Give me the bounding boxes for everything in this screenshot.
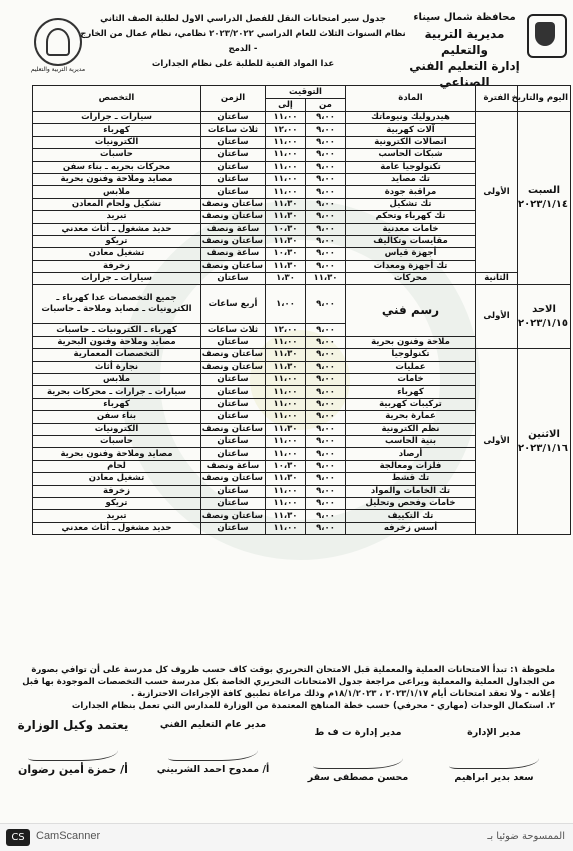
specialization-cell: سيارات ـ جرارات <box>33 273 201 285</box>
subject-cell: تكنولوجيا <box>346 349 476 361</box>
duration-cell: ساعتان ونصف <box>201 473 266 485</box>
duration-cell: ساعتان <box>201 173 266 185</box>
day-date-cell <box>518 112 571 285</box>
duration-cell: ساعتان ونصف <box>201 211 266 223</box>
time-from-cell: ٩،٠٠ <box>306 497 346 509</box>
specialization-cell: مصايد وملاحة وفنون البحرية <box>33 336 201 348</box>
time-from-cell: ٩،٠٠ <box>306 349 346 361</box>
specialization-cell: الكترونيات <box>33 136 201 148</box>
signature-admin-director <box>439 726 549 785</box>
time-from-cell: ٩،٠٠ <box>306 124 346 136</box>
time-from-cell: ٩،٠٠ <box>306 112 346 124</box>
duration-cell: ساعتان ونصف <box>201 198 266 210</box>
duration-cell: ساعتان ونصف <box>201 235 266 247</box>
specialization-cell: التخصصات المعمارية <box>33 349 201 361</box>
governorate-name: محافظة شمال سيناء <box>413 12 516 23</box>
duration-cell: ساعتان <box>201 161 266 173</box>
camscanner-logo-icon: CS <box>6 829 30 846</box>
subject-cell: تركيبات كهربية <box>346 398 476 410</box>
subject-cell: تك كهرباء وتحكم <box>346 211 476 223</box>
subject-cell: مراقبة جودة <box>346 186 476 198</box>
specialization-cell: تبريد <box>33 211 201 223</box>
time-to-cell: ١،٠٠ <box>266 285 306 324</box>
subject-cell: أسس زخرفه <box>346 522 476 534</box>
table-row <box>33 273 571 285</box>
title-line-1: جدول سير امتحانات النقل للفصل الدراسي الاول لطلبة الصف الثاني <box>100 14 386 24</box>
time-from-cell: ٩،٠٠ <box>306 149 346 161</box>
subject-cell: بنية الحاسب <box>346 435 476 447</box>
day-date-cell <box>518 285 571 349</box>
duration-cell: ساعة ونصف <box>201 223 266 235</box>
day-date-cell <box>518 349 571 535</box>
specialization-cell: كهرباء <box>33 124 201 136</box>
time-to-cell: ١٠،٣٠ <box>266 460 306 472</box>
period-cell: الأولى <box>476 349 518 535</box>
time-to-cell: ١١،٠٠ <box>266 161 306 173</box>
signature-name: سعد بدير ابراهيم <box>454 772 534 783</box>
specialization-cell: تبريد <box>33 510 201 522</box>
time-from-cell: ٩،٠٠ <box>306 324 346 336</box>
camscanner-brand: CamScanner <box>36 830 101 842</box>
time-from-cell: ٩،٠٠ <box>306 173 346 185</box>
table-header-row <box>33 86 571 99</box>
time-to-cell: ١١،٣٠ <box>266 423 306 435</box>
subject-cell: آلات كهربية <box>346 124 476 136</box>
signature-title: مدير إدارة ت ف ط <box>314 727 402 738</box>
time-from-cell: ٩،٠٠ <box>306 473 346 485</box>
table-row <box>33 349 571 361</box>
subject-cell: كهرباء <box>346 386 476 398</box>
time-from-cell: ٩،٠٠ <box>306 398 346 410</box>
duration-cell: ثلاث ساعات <box>201 124 266 136</box>
subject-cell: نظم الكترونية <box>346 423 476 435</box>
scanned-with-label: الممسوحة ضوئيا بـ <box>487 831 565 842</box>
time-from-cell: ٩،٠٠ <box>306 211 346 223</box>
specialization-cell: محركات بحريه ـ بناء سفن <box>33 161 201 173</box>
duration-cell: ساعتان <box>201 136 266 148</box>
duration-cell: ساعتان ونصف <box>201 260 266 272</box>
time-to-cell: ١١،٠٠ <box>266 497 306 509</box>
time-to-cell: ١١،٠٠ <box>266 435 306 447</box>
specialization-cell: تشغيل معادن <box>33 248 201 260</box>
day-name: السبت <box>527 185 561 197</box>
day-name: الاثنين <box>528 428 560 440</box>
time-from-cell: ١١،٣٠ <box>306 273 346 285</box>
subject-cell: أجهزة قياس <box>346 248 476 260</box>
specialization-cell: نجارة أثاث <box>33 361 201 373</box>
issuing-authority <box>402 10 527 90</box>
signature-title: مدير عام التعليم الفني <box>159 719 267 730</box>
time-to-cell: ١١،٣٠ <box>266 510 306 522</box>
duration-cell: ساعتان <box>201 149 266 161</box>
specialization-cell: تشكيل ولحام المعادن <box>33 198 201 210</box>
document-title-block <box>78 12 408 72</box>
note-1: ملحوظة ١: تبدأ الامتحانات العملية والمعملية قبل الامتحان التحريري بوقت كاف حسب ظروف كل مدرسة على أن توافي بصورة من الجداول العملية والمعملية ويراعى مراجعة جدول الامتحانات التحريري الخاصة بكل مدرسة حسب التخصصات الموجودة بها قبل إعلانه - ولا تعقد امتحانات أيام ٢٠٢٣/١/١٧ ، ١٨/١/٢٠٢٣م وذلك مراعاة تطبيق كافة الإجراءات الاحترازية . <box>22 665 555 699</box>
signature-name: أ/ ممدوح احمد الشربيني <box>156 764 270 775</box>
time-from-cell: ٩،٠٠ <box>306 361 346 373</box>
duration-cell: ساعتان ونصف <box>201 361 266 373</box>
specialization-cell: مصايد وملاحة وفنون بحرية <box>33 448 201 460</box>
specialization-cell: ملابس <box>33 374 201 386</box>
document-header <box>0 4 573 89</box>
directorate-name: مديرية التربية والتعليم <box>424 27 505 57</box>
specialization-cell: لحام <box>33 460 201 472</box>
administration-name: إدارة التعليم الفني الصناعي <box>409 59 520 89</box>
handwritten-signature <box>28 734 118 761</box>
table-row <box>33 112 571 124</box>
specialization-cell: زخرفة <box>33 485 201 497</box>
subject-cell: ملاحة وفنون بحرية <box>346 336 476 348</box>
signature-tech-director <box>303 726 413 785</box>
duration-cell: ساعتان ونصف <box>201 510 266 522</box>
time-from-cell: ٩،٠٠ <box>306 260 346 272</box>
time-to-cell: ١١،٠٠ <box>266 186 306 198</box>
notes-block <box>20 664 555 712</box>
time-to-cell: ١١،٠٠ <box>266 522 306 534</box>
specialization-cell: حاسبات <box>33 435 201 447</box>
time-from-cell: ٩،٠٠ <box>306 285 346 324</box>
subject-cell: محركات <box>346 273 476 285</box>
specialization-cell: سيارات ـ جرارات ـ محركات بحرية <box>33 386 201 398</box>
time-to-cell: ١١،٣٠ <box>266 473 306 485</box>
duration-cell: ساعتان ونصف <box>201 349 266 361</box>
subject-cell: فلزات ومعالجة <box>346 460 476 472</box>
time-to-cell: ١١،٠٠ <box>266 336 306 348</box>
duration-cell: ساعتان <box>201 386 266 398</box>
period-cell: الأولى <box>476 112 518 273</box>
time-from-cell: ٩،٠٠ <box>306 223 346 235</box>
signature-undersecretary <box>13 718 133 777</box>
time-from-cell: ٩،٠٠ <box>306 423 346 435</box>
exam-schedule-table <box>32 85 571 535</box>
subject-cell: أرصاد <box>346 448 476 460</box>
time-to-cell: ١١،٣٠ <box>266 361 306 373</box>
handwritten-signature <box>168 734 258 761</box>
specialization-cell: سيارات ـ جرارات <box>33 112 201 124</box>
time-from-cell: ٩،٠٠ <box>306 374 346 386</box>
col-spec-header: التخصص <box>33 86 201 112</box>
time-to-cell: ١١،٣٠ <box>266 211 306 223</box>
subject-cell: خامات معدنية <box>346 223 476 235</box>
specialization-cell: ملابس <box>33 186 201 198</box>
time-from-cell: ٩،٠٠ <box>306 411 346 423</box>
time-to-cell: ١١،٠٠ <box>266 448 306 460</box>
specialization-cell: بناء سفن <box>33 411 201 423</box>
table-row <box>33 285 571 324</box>
duration-cell: ساعتان <box>201 448 266 460</box>
handwritten-signature <box>449 742 539 769</box>
period-cell: الثانية <box>476 273 518 285</box>
time-to-cell: ١١،٠٠ <box>266 374 306 386</box>
signature-name: محسن مصطفى سقر <box>307 772 409 783</box>
specialization-cell: تريكو <box>33 497 201 509</box>
subject-cell: مقايسات وتكاليف <box>346 235 476 247</box>
seal-caption: مديرية التربية والتعليم <box>30 66 86 73</box>
duration-cell: ساعتان <box>201 435 266 447</box>
col-duration-header: الزمن <box>201 86 266 112</box>
time-to-cell: ١١،٣٠ <box>266 198 306 210</box>
subject-cell: تك مصايد <box>346 173 476 185</box>
time-to-cell: ١٠،٣٠ <box>266 248 306 260</box>
time-to-cell: ١١،٣٠ <box>266 349 306 361</box>
specialization-cell: الكترونيات <box>33 423 201 435</box>
duration-cell: ساعتان <box>201 273 266 285</box>
col-subject-header: المادة <box>346 86 476 112</box>
duration-cell: ساعتان <box>201 497 266 509</box>
duration-cell: ثلاث ساعات <box>201 324 266 336</box>
time-to-cell: ١١،٠٠ <box>266 386 306 398</box>
time-from-cell: ٩،٠٠ <box>306 510 346 522</box>
time-from-cell: ٩،٠٠ <box>306 198 346 210</box>
signature-name: أ/ حمزة أمين رضوان <box>18 763 128 776</box>
signatures-block <box>0 712 573 822</box>
subject-cell: عمارة بحرية <box>346 411 476 423</box>
subject-cell: رسم فني <box>346 285 476 336</box>
specialization-cell: حاسبات <box>33 149 201 161</box>
duration-cell: ساعتان <box>201 374 266 386</box>
handwritten-signature <box>313 742 403 769</box>
subject-cell: تك التكييف <box>346 510 476 522</box>
exam-date: ٢٠٢٣/١/١٦ <box>517 442 568 454</box>
signature-title: يعتمد وكيل الوزارة <box>17 718 129 732</box>
duration-cell: ساعتان <box>201 485 266 497</box>
col-period-header: الفترة <box>476 86 518 112</box>
duration-cell: ساعتان ونصف <box>201 423 266 435</box>
specialization-cell: مصايد وملاحة وفنون بحرية <box>33 173 201 185</box>
time-to-cell: ١٠،٣٠ <box>266 223 306 235</box>
time-to-cell: ١١،٠٠ <box>266 398 306 410</box>
time-from-cell: ٩،٠٠ <box>306 435 346 447</box>
ministry-seal-icon <box>34 18 82 66</box>
exam-date: ٢٠٢٣/١/١٤ <box>517 199 568 211</box>
subject-cell: عمليات <box>346 361 476 373</box>
title-line-2: نظام السنوات الثلاث للعام الدراسي ٢٠٢٣/٢٠٢٢ نظامي، نظام عمال من الخارج - الدمج <box>80 29 406 54</box>
subject-cell: هيدروليك ونيوماتك <box>346 112 476 124</box>
duration-cell: ساعتان <box>201 398 266 410</box>
time-from-cell: ٩،٠٠ <box>306 186 346 198</box>
signature-general-director <box>153 718 273 777</box>
time-to-cell: ١١،٠٠ <box>266 112 306 124</box>
col-to-header: إلى <box>266 99 306 112</box>
col-timing-header: التوقيت <box>266 86 346 99</box>
subject-cell: تكنولوجيا عامة <box>346 161 476 173</box>
duration-cell: ساعتان <box>201 336 266 348</box>
duration-cell: أربع ساعات <box>201 285 266 324</box>
scanner-footer <box>0 823 573 851</box>
specialization-cell: زخرفة <box>33 260 201 272</box>
time-from-cell: ٩،٠٠ <box>306 485 346 497</box>
table-body <box>33 112 571 535</box>
time-to-cell: ١٢،٠٠ <box>266 324 306 336</box>
time-from-cell: ٩،٠٠ <box>306 248 346 260</box>
time-to-cell: ١١،٠٠ <box>266 149 306 161</box>
specialization-cell: حديد مشغول ـ أثاث معدني <box>33 522 201 534</box>
col-day-header: اليوم والتاريخ <box>518 86 571 112</box>
subject-cell: اتصالات الكترونية <box>346 136 476 148</box>
time-from-cell: ٩،٠٠ <box>306 136 346 148</box>
subject-cell: تك تشكيل <box>346 198 476 210</box>
specialization-cell: كهرباء ـ الكترونيات ـ حاسبات <box>33 324 201 336</box>
subject-cell: خامات <box>346 374 476 386</box>
time-from-cell: ٩،٠٠ <box>306 386 346 398</box>
duration-cell: ساعة ونصف <box>201 460 266 472</box>
time-from-cell: ٩،٠٠ <box>306 235 346 247</box>
time-to-cell: ١١،٠٠ <box>266 485 306 497</box>
period-cell: الأولى <box>476 285 518 349</box>
title-line-3: عدا المواد الفنية للطلبة على نظام الجدارات <box>151 59 335 69</box>
subject-cell: تك أجهزة ومعدات <box>346 260 476 272</box>
time-from-cell: ٩،٠٠ <box>306 522 346 534</box>
time-from-cell: ٩،٠٠ <box>306 161 346 173</box>
note-2: ٢. استكمال الوحدات (مهاري - محرفي) حسب خطة المناهج المعتمدة من الوزارة للمدارس التي تعمل بنظام الجدارات <box>71 701 555 711</box>
subject-cell: شبكات الحاسب <box>346 149 476 161</box>
subject-cell: تك الخامات والمواد <box>346 485 476 497</box>
specialization-cell: تشغيل معادن <box>33 473 201 485</box>
duration-cell: ساعتان <box>201 186 266 198</box>
day-name: الاحد <box>532 303 556 315</box>
specialization-cell: جميع التخصصات عدا كهرباء ـ الكترونيات ـ مصايد وملاحة ـ حاسبات <box>33 285 201 324</box>
time-to-cell: ١١،٣٠ <box>266 235 306 247</box>
duration-cell: ساعة ونصف <box>201 248 266 260</box>
time-from-cell: ٩،٠٠ <box>306 448 346 460</box>
duration-cell: ساعتان <box>201 411 266 423</box>
time-to-cell: ١٢،٠٠ <box>266 124 306 136</box>
duration-cell: ساعتان <box>201 522 266 534</box>
subject-cell: خامات وفحص وتحليل <box>346 497 476 509</box>
specialization-cell: كهرباء <box>33 398 201 410</box>
time-to-cell: ١١،٠٠ <box>266 136 306 148</box>
time-to-cell: ١١،٠٠ <box>266 411 306 423</box>
time-from-cell: ٩،٠٠ <box>306 336 346 348</box>
specialization-cell: تريكو <box>33 235 201 247</box>
time-to-cell: ١١،٠٠ <box>266 173 306 185</box>
governorate-logo-icon <box>527 14 567 58</box>
subject-cell: تك قشط <box>346 473 476 485</box>
time-to-cell: ١،٣٠ <box>266 273 306 285</box>
time-to-cell: ١١،٣٠ <box>266 260 306 272</box>
signature-title: مدير الإدارة <box>467 727 521 738</box>
col-from-header: من <box>306 99 346 112</box>
specialization-cell: حديد مشغول ـ أثاث معدني <box>33 223 201 235</box>
duration-cell: ساعتان <box>201 112 266 124</box>
exam-date: ٢٠٢٣/١/١٥ <box>517 317 568 329</box>
time-from-cell: ٩،٠٠ <box>306 460 346 472</box>
